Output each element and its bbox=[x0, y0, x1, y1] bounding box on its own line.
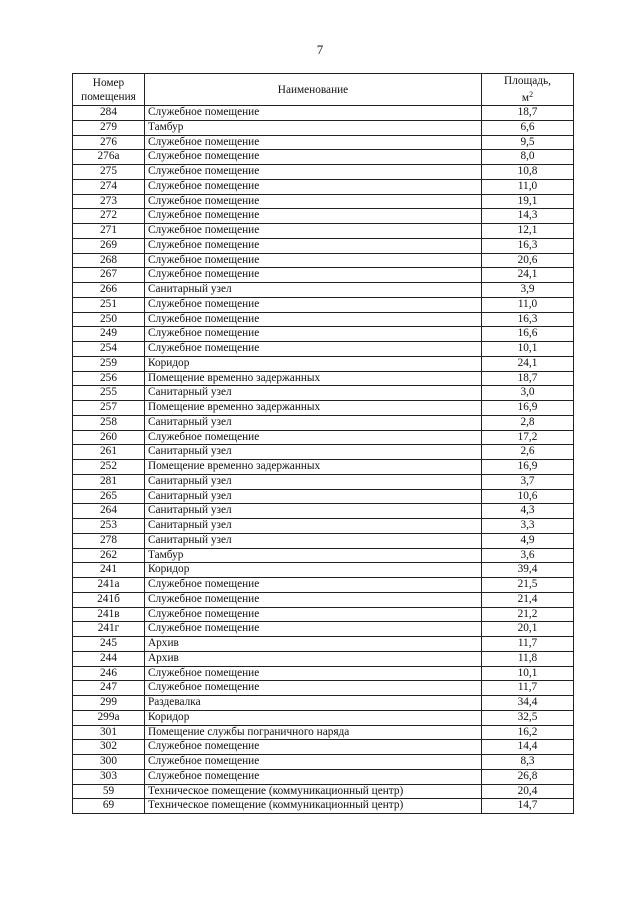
table-row bbox=[73, 519, 574, 534]
room-area-cell: 34,4 bbox=[482, 696, 574, 711]
room-number-cell: 249 bbox=[73, 327, 145, 342]
room-number-cell: 269 bbox=[73, 238, 145, 253]
table-row bbox=[73, 622, 574, 637]
table-row bbox=[73, 489, 574, 504]
table-row bbox=[73, 120, 574, 135]
header-area bbox=[482, 74, 574, 106]
room-area-cell: 18,7 bbox=[482, 106, 574, 121]
room-number-cell: 255 bbox=[73, 386, 145, 401]
room-number-cell: 275 bbox=[73, 165, 145, 180]
header-area-line1: Площадь, bbox=[504, 75, 551, 87]
room-name-cell: Служебное помещение bbox=[145, 740, 482, 755]
room-area-cell: 11,0 bbox=[482, 297, 574, 312]
room-number-cell: 267 bbox=[73, 268, 145, 283]
room-area-cell: 3,9 bbox=[482, 283, 574, 298]
room-number-cell: 247 bbox=[73, 681, 145, 696]
room-area-cell: 11,7 bbox=[482, 681, 574, 696]
table-row bbox=[73, 769, 574, 784]
table-row bbox=[73, 445, 574, 460]
room-number-cell: 274 bbox=[73, 179, 145, 194]
room-area-cell: 16,9 bbox=[482, 460, 574, 475]
room-name-cell: Санитарный узел bbox=[145, 415, 482, 430]
room-name-cell: Коридор bbox=[145, 356, 482, 371]
room-number-cell: 261 bbox=[73, 445, 145, 460]
room-area-cell: 10,8 bbox=[482, 165, 574, 180]
room-name-cell: Санитарный узел bbox=[145, 489, 482, 504]
room-area-cell: 11,8 bbox=[482, 651, 574, 666]
table-row bbox=[73, 238, 574, 253]
room-name-cell: Служебное помещение bbox=[145, 666, 482, 681]
room-number-cell: 241 bbox=[73, 563, 145, 578]
table-row bbox=[73, 224, 574, 239]
room-number-cell: 251 bbox=[73, 297, 145, 312]
table-row bbox=[73, 504, 574, 519]
room-area-cell: 19,1 bbox=[482, 194, 574, 209]
table-row bbox=[73, 681, 574, 696]
table-row bbox=[73, 312, 574, 327]
room-area-cell: 2,8 bbox=[482, 415, 574, 430]
room-number-cell: 257 bbox=[73, 401, 145, 416]
table-row bbox=[73, 268, 574, 283]
page-number: 7 bbox=[316, 42, 324, 57]
table-row bbox=[73, 592, 574, 607]
room-number-cell: 241а bbox=[73, 578, 145, 593]
room-area-cell: 21,2 bbox=[482, 607, 574, 622]
header-room-number-line1: Номер bbox=[92, 76, 125, 89]
room-area-cell: 14,3 bbox=[482, 209, 574, 224]
room-name-cell: Санитарный узел bbox=[145, 283, 482, 298]
table-row bbox=[73, 283, 574, 298]
room-name-cell: Санитарный узел bbox=[145, 386, 482, 401]
room-number-cell: 303 bbox=[73, 769, 145, 784]
table-row bbox=[73, 415, 574, 430]
table-row bbox=[73, 725, 574, 740]
room-area-cell: 16,3 bbox=[482, 238, 574, 253]
room-area-cell: 11,0 bbox=[482, 179, 574, 194]
table-row bbox=[73, 401, 574, 416]
room-area-cell: 3,3 bbox=[482, 519, 574, 534]
table-row bbox=[73, 386, 574, 401]
room-area-cell: 26,8 bbox=[482, 769, 574, 784]
room-name-cell: Тамбур bbox=[145, 120, 482, 135]
room-area-cell: 8,3 bbox=[482, 755, 574, 770]
room-name-cell: Архив bbox=[145, 651, 482, 666]
room-area-cell: 18,7 bbox=[482, 371, 574, 386]
room-number-cell: 276а bbox=[73, 150, 145, 165]
room-number-cell: 266 bbox=[73, 283, 145, 298]
table-row bbox=[73, 696, 574, 711]
room-number-cell: 241б bbox=[73, 592, 145, 607]
room-name-cell: Служебное помещение bbox=[145, 622, 482, 637]
room-area-cell: 20,1 bbox=[482, 622, 574, 637]
room-name-cell: Служебное помещение bbox=[145, 430, 482, 445]
room-number-cell: 279 bbox=[73, 120, 145, 135]
rooms-table bbox=[72, 73, 574, 814]
header-area-unit-sup: 2 bbox=[529, 90, 534, 99]
room-number-cell: 265 bbox=[73, 489, 145, 504]
room-number-cell: 256 bbox=[73, 371, 145, 386]
room-name-cell: Санитарный узел bbox=[145, 474, 482, 489]
room-number-cell: 260 bbox=[73, 430, 145, 445]
room-name-cell: Служебное помещение bbox=[145, 268, 482, 283]
table-row bbox=[73, 165, 574, 180]
room-area-cell: 10,6 bbox=[482, 489, 574, 504]
room-number-cell: 241в bbox=[73, 607, 145, 622]
room-number-cell: 245 bbox=[73, 637, 145, 652]
room-name-cell: Тамбур bbox=[145, 548, 482, 563]
table-row bbox=[73, 666, 574, 681]
room-name-cell: Помещение временно задержанных bbox=[145, 460, 482, 475]
room-name-cell: Служебное помещение bbox=[145, 209, 482, 224]
table-row bbox=[73, 548, 574, 563]
room-number-cell: 254 bbox=[73, 342, 145, 357]
header-room-number-line2: помещения bbox=[81, 90, 136, 103]
room-name-cell: Служебное помещение bbox=[145, 253, 482, 268]
room-area-cell: 4,9 bbox=[482, 533, 574, 548]
room-number-cell: 250 bbox=[73, 312, 145, 327]
header-room-number bbox=[73, 74, 145, 106]
room-name-cell: Служебное помещение bbox=[145, 135, 482, 150]
table-row bbox=[73, 327, 574, 342]
header-area-unit: м bbox=[521, 92, 530, 104]
table-row bbox=[73, 253, 574, 268]
room-name-cell: Служебное помещение bbox=[145, 342, 482, 357]
table-row bbox=[73, 607, 574, 622]
table-row bbox=[73, 106, 574, 121]
room-name-cell: Служебное помещение bbox=[145, 312, 482, 327]
room-area-cell: 20,4 bbox=[482, 784, 574, 799]
room-area-cell: 11,7 bbox=[482, 637, 574, 652]
table-row bbox=[73, 533, 574, 548]
room-name-cell: Служебное помещение bbox=[145, 578, 482, 593]
room-name-cell: Служебное помещение bbox=[145, 224, 482, 239]
room-number-cell: 281 bbox=[73, 474, 145, 489]
room-area-cell: 21,5 bbox=[482, 578, 574, 593]
room-number-cell: 244 bbox=[73, 651, 145, 666]
room-name-cell: Помещение службы пограничного наряда bbox=[145, 725, 482, 740]
room-area-cell: 2,6 bbox=[482, 445, 574, 460]
table-row bbox=[73, 342, 574, 357]
room-area-cell: 3,0 bbox=[482, 386, 574, 401]
room-name-cell: Служебное помещение bbox=[145, 150, 482, 165]
table-row bbox=[73, 710, 574, 725]
room-area-cell: 16,2 bbox=[482, 725, 574, 740]
room-area-cell: 8,0 bbox=[482, 150, 574, 165]
room-name-cell: Коридор bbox=[145, 710, 482, 725]
table-row bbox=[73, 784, 574, 799]
table-body bbox=[73, 106, 574, 814]
table-row bbox=[73, 563, 574, 578]
room-area-cell: 32,5 bbox=[482, 710, 574, 725]
room-area-cell: 3,7 bbox=[482, 474, 574, 489]
table-row bbox=[73, 799, 574, 814]
room-number-cell: 264 bbox=[73, 504, 145, 519]
room-area-cell: 16,9 bbox=[482, 401, 574, 416]
table-row bbox=[73, 637, 574, 652]
room-name-cell: Служебное помещение bbox=[145, 607, 482, 622]
room-name-cell: Техническое помещение (коммуникационный центр) bbox=[145, 799, 482, 814]
room-number-cell: 299а bbox=[73, 710, 145, 725]
room-name-cell: Служебное помещение bbox=[145, 327, 482, 342]
room-name-cell: Помещение временно задержанных bbox=[145, 401, 482, 416]
room-number-cell: 301 bbox=[73, 725, 145, 740]
room-number-cell: 246 bbox=[73, 666, 145, 681]
table-row bbox=[73, 179, 574, 194]
room-name-cell: Служебное помещение bbox=[145, 179, 482, 194]
room-name-cell: Архив bbox=[145, 637, 482, 652]
room-name-cell: Санитарный узел bbox=[145, 533, 482, 548]
table-row bbox=[73, 209, 574, 224]
header-name: Наименование bbox=[145, 74, 482, 106]
room-name-cell: Служебное помещение bbox=[145, 194, 482, 209]
room-number-cell: 299 bbox=[73, 696, 145, 711]
room-area-cell: 10,1 bbox=[482, 666, 574, 681]
room-number-cell: 253 bbox=[73, 519, 145, 534]
room-area-cell: 9,5 bbox=[482, 135, 574, 150]
room-name-cell: Служебное помещение bbox=[145, 592, 482, 607]
room-name-cell: Санитарный узел bbox=[145, 445, 482, 460]
table-row bbox=[73, 740, 574, 755]
room-area-cell: 39,4 bbox=[482, 563, 574, 578]
room-name-cell: Служебное помещение bbox=[145, 165, 482, 180]
room-number-cell: 69 bbox=[73, 799, 145, 814]
room-number-cell: 276 bbox=[73, 135, 145, 150]
table-row bbox=[73, 474, 574, 489]
room-name-cell: Служебное помещение bbox=[145, 238, 482, 253]
room-number-cell: 278 bbox=[73, 533, 145, 548]
table-header bbox=[73, 74, 574, 106]
room-name-cell: Коридор bbox=[145, 563, 482, 578]
room-name-cell: Санитарный узел bbox=[145, 504, 482, 519]
room-area-cell: 3,6 bbox=[482, 548, 574, 563]
room-area-cell: 24,1 bbox=[482, 356, 574, 371]
room-number-cell: 241г bbox=[73, 622, 145, 637]
room-area-cell: 12,1 bbox=[482, 224, 574, 239]
table-row bbox=[73, 194, 574, 209]
table-row bbox=[73, 150, 574, 165]
room-area-cell: 16,6 bbox=[482, 327, 574, 342]
room-name-cell: Служебное помещение bbox=[145, 297, 482, 312]
room-number-cell: 262 bbox=[73, 548, 145, 563]
room-number-cell: 272 bbox=[73, 209, 145, 224]
room-area-cell: 14,7 bbox=[482, 799, 574, 814]
table-row bbox=[73, 297, 574, 312]
room-name-cell: Служебное помещение bbox=[145, 769, 482, 784]
room-area-cell: 10,1 bbox=[482, 342, 574, 357]
room-number-cell: 273 bbox=[73, 194, 145, 209]
table-row bbox=[73, 651, 574, 666]
room-area-cell: 4,3 bbox=[482, 504, 574, 519]
room-name-cell: Санитарный узел bbox=[145, 519, 482, 534]
room-name-cell: Помещение временно задержанных bbox=[145, 371, 482, 386]
room-area-cell: 14,4 bbox=[482, 740, 574, 755]
room-name-cell: Техническое помещение (коммуникационный центр) bbox=[145, 784, 482, 799]
room-area-cell: 21,4 bbox=[482, 592, 574, 607]
room-number-cell: 271 bbox=[73, 224, 145, 239]
room-area-cell: 20,6 bbox=[482, 253, 574, 268]
table-row bbox=[73, 755, 574, 770]
room-area-cell: 16,3 bbox=[482, 312, 574, 327]
room-area-cell: 6,6 bbox=[482, 120, 574, 135]
room-number-cell: 252 bbox=[73, 460, 145, 475]
room-name-cell: Служебное помещение bbox=[145, 106, 482, 121]
room-name-cell: Служебное помещение bbox=[145, 681, 482, 696]
table-row bbox=[73, 460, 574, 475]
room-number-cell: 258 bbox=[73, 415, 145, 430]
room-name-cell: Служебное помещение bbox=[145, 755, 482, 770]
room-name-cell: Раздевалка bbox=[145, 696, 482, 711]
table-row bbox=[73, 371, 574, 386]
room-area-cell: 24,1 bbox=[482, 268, 574, 283]
table-row bbox=[73, 430, 574, 445]
room-number-cell: 284 bbox=[73, 106, 145, 121]
table-row bbox=[73, 135, 574, 150]
room-number-cell: 268 bbox=[73, 253, 145, 268]
room-number-cell: 302 bbox=[73, 740, 145, 755]
table-row bbox=[73, 578, 574, 593]
room-number-cell: 259 bbox=[73, 356, 145, 371]
table-row bbox=[73, 356, 574, 371]
room-area-cell: 17,2 bbox=[482, 430, 574, 445]
room-number-cell: 59 bbox=[73, 784, 145, 799]
room-number-cell: 300 bbox=[73, 755, 145, 770]
